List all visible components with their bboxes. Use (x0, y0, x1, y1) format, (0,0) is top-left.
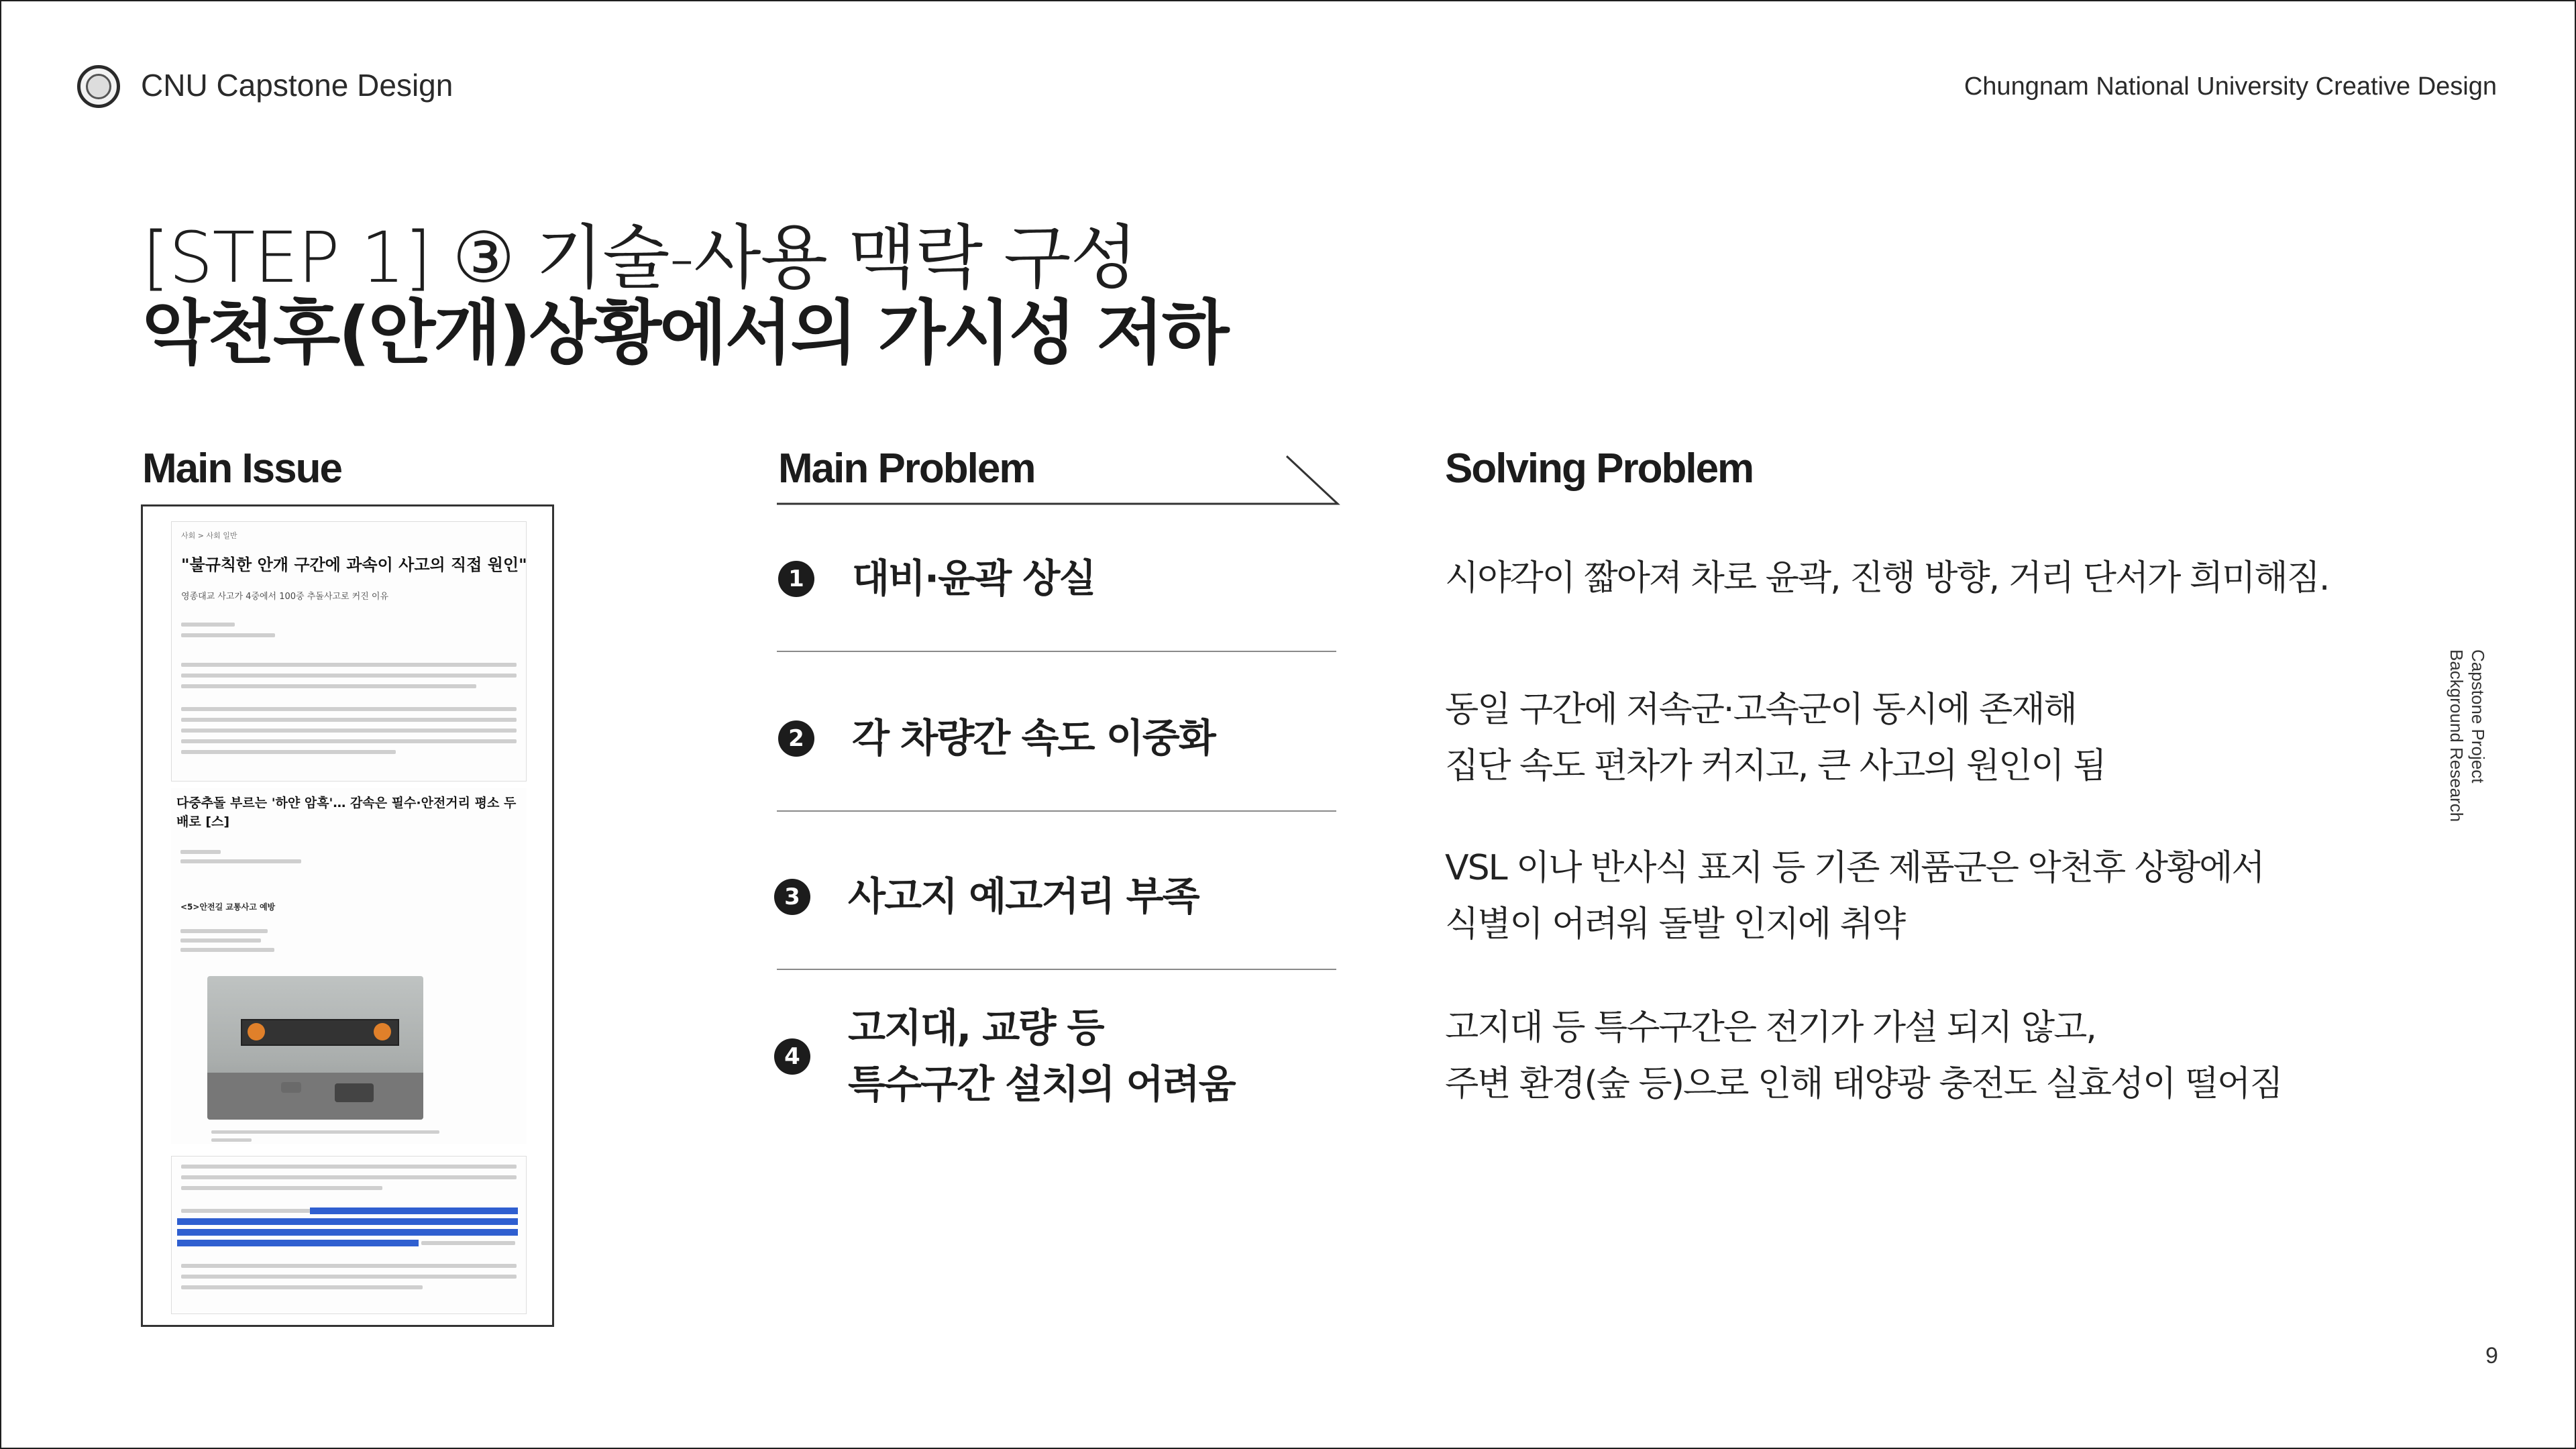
text-line (181, 1264, 517, 1268)
problem-1: 대비·윤곽 상실 (852, 555, 1095, 601)
photo-caption-line (211, 1130, 439, 1134)
text-line (181, 707, 517, 711)
news-subhead-1: 영종대교 사고가 4중에서 100중 추돌사고로 커진 이유 (181, 592, 389, 602)
solution-2-line-1: 동일 구간에 저속군·고속군이 동시에 존재해 (1445, 690, 2076, 730)
slide-title-step: [STEP 1] ③ 기술-사용 맥락 구성 (142, 217, 1138, 299)
photo-caption-line (211, 1138, 252, 1142)
news-article-2 (171, 788, 527, 1144)
news-breadcrumb: 사회 > 사회 일반 (181, 531, 237, 540)
slide-title-main: 악천후(안개)상황에서의 가시성 저하 (142, 292, 1228, 374)
solution-4-line-1: 고지대 등 특수구간은 전기가 가설 되지 않고, (1445, 1008, 2096, 1048)
row-divider (777, 969, 1336, 970)
text-line (180, 929, 268, 933)
text-line (180, 850, 221, 854)
news-box-title: <5>안전길 교통사고 예방 (180, 902, 276, 912)
side-label-text (2446, 649, 2489, 822)
text-line (181, 674, 517, 678)
highlighted-text (177, 1240, 419, 1246)
variable-message-sign (241, 1019, 399, 1046)
problem-2: 각 차량간 속도 이중화 (852, 715, 1215, 761)
problem-4-line-2: 특수구간 설치의 어려움 (848, 1061, 1235, 1107)
solution-2-line-2: 집단 속도 편차가 커지고, 큰 사고의 원인이 됨 (1445, 746, 2106, 786)
text-line (421, 1241, 515, 1245)
highlighted-text (177, 1229, 518, 1236)
solution-4-line-2: 주변 환경(숲 등)으로 인해 태양광 충전도 실효성이 떨어짐 (1445, 1064, 2282, 1104)
text-line (181, 1165, 517, 1169)
problem-number-1-icon: 1 (778, 561, 814, 597)
column-head-main-issue: Main Issue (142, 445, 341, 492)
news-article-1 (171, 521, 527, 782)
text-line (181, 633, 275, 637)
text-line (180, 948, 274, 952)
solution-3-line-1: VSL 이나 반사식 표지 등 기존 제품군은 악천후 상황에서 (1445, 848, 2264, 888)
problem-3: 사고지 예고거리 부족 (848, 873, 1199, 919)
foggy-highway-photo (207, 976, 423, 1120)
news-article-clipping (141, 504, 554, 1327)
speed-limit-sign-icon (248, 1023, 265, 1040)
solution-3-line-2: 식별이 어려워 돌발 인지에 취약 (1445, 904, 1905, 945)
seal-icon (86, 74, 111, 99)
text-line (181, 750, 396, 754)
solution-1: 시야각이 짧아져 차로 윤곽, 진행 방향, 거리 단서가 희미해짐. (1445, 558, 2329, 598)
side-label-line-1: Capstone Project (2468, 649, 2488, 784)
highlighted-text (310, 1208, 518, 1214)
text-line (181, 739, 517, 743)
row-divider (777, 651, 1336, 652)
column-head-solving-problem: Solving Problem (1445, 445, 1754, 492)
text-line (181, 1186, 382, 1190)
text-line (180, 859, 301, 863)
text-line (181, 1285, 423, 1289)
side-label-line-2: Background Research (2447, 649, 2467, 822)
text-line (181, 729, 517, 733)
text-line (181, 1209, 315, 1213)
row-divider (777, 810, 1336, 812)
problem-number-4-icon: 4 (774, 1038, 810, 1075)
column-head-main-problem: Main Problem (778, 445, 1035, 492)
university-name: Chungnam National University Creative Design (1964, 72, 2497, 101)
text-line (181, 1275, 517, 1279)
news-headline-2: 다중추돌 부르는 '하얀 암흑'… 감속은 필수·안전거리 평소 두 배로 [스] (176, 796, 517, 829)
text-line (180, 938, 261, 943)
problem-number-3-icon: 3 (774, 879, 810, 915)
news-article-3 (171, 1156, 527, 1314)
text-line (181, 684, 476, 688)
text-line (181, 1175, 517, 1179)
text-line (181, 663, 517, 667)
side-label (2449, 649, 2489, 824)
speed-limit-sign-icon (374, 1023, 391, 1040)
road (207, 1073, 423, 1120)
highlighted-text (177, 1218, 518, 1225)
news-headline-1: "불규칙한 안개 구간에 과속이 사고의 직접 원인" (181, 555, 527, 574)
text-line (181, 718, 517, 722)
brand-title: CNU Capstone Design (141, 68, 453, 103)
problem-number-2-icon: 2 (778, 720, 814, 757)
car (335, 1083, 374, 1102)
car (281, 1082, 301, 1093)
page-number: 9 (2485, 1343, 2498, 1368)
arrow-divider-icon (777, 453, 1347, 507)
text-line (181, 623, 235, 627)
university-seal-logo (77, 65, 120, 108)
problem-4-line-1: 고지대, 교량 등 (848, 1005, 1104, 1051)
